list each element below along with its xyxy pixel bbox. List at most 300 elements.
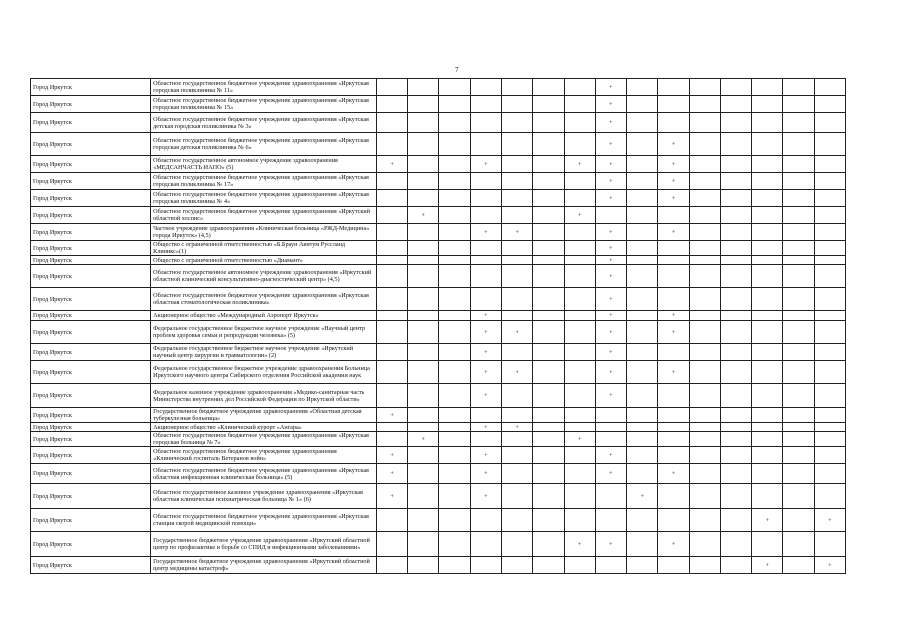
mark-cell (533, 256, 564, 265)
mark-cell (439, 173, 470, 190)
mark-cell: + (658, 532, 689, 557)
mark-cell (720, 256, 751, 265)
mark-cell (502, 133, 533, 156)
mark-cell (502, 464, 533, 484)
mark-cell (752, 156, 783, 173)
mark-cell: + (595, 384, 626, 408)
mark-cell: + (376, 447, 407, 464)
table-row (31, 224, 846, 241)
mark-cell (689, 532, 720, 557)
mark-cell (627, 190, 658, 207)
mark-cell (720, 265, 751, 288)
mark-cell (502, 344, 533, 361)
mark-cell (439, 133, 470, 156)
mark-cell (439, 96, 470, 113)
mark-cell (658, 79, 689, 96)
city-cell: Город Иркутск (31, 464, 151, 484)
mark-cell: + (502, 361, 533, 384)
mark-cell (408, 408, 439, 423)
mark-cell (408, 464, 439, 484)
mark-cell (627, 288, 658, 311)
mark-cell (533, 156, 564, 173)
mark-cell (658, 509, 689, 532)
mark-cell (814, 361, 845, 384)
mark-cell (627, 96, 658, 113)
mark-cell (689, 408, 720, 423)
mark-cell (783, 557, 814, 574)
organization-cell: Областное государственное бюджетное учреждение здравоохранения «Иркутский областной хоспис» (151, 207, 377, 224)
mark-cell (376, 207, 407, 224)
mark-cell (376, 384, 407, 408)
mark-cell (689, 447, 720, 464)
mark-cell (502, 173, 533, 190)
mark-cell (439, 557, 470, 574)
mark-cell: + (470, 156, 501, 173)
mark-cell (814, 384, 845, 408)
mark-cell (627, 173, 658, 190)
mark-cell (752, 344, 783, 361)
mark-cell: + (408, 432, 439, 447)
city-cell: Город Иркутск (31, 509, 151, 532)
mark-cell (533, 361, 564, 384)
table-row (31, 241, 846, 256)
city-cell: Город Иркутск (31, 207, 151, 224)
mark-cell (783, 423, 814, 432)
mark-cell (783, 207, 814, 224)
mark-cell (408, 79, 439, 96)
mark-cell: + (564, 532, 595, 557)
mark-cell (658, 384, 689, 408)
city-cell: Город Иркутск (31, 256, 151, 265)
mark-cell (439, 113, 470, 133)
table-row (31, 113, 846, 133)
mark-cell (533, 432, 564, 447)
mark-cell (502, 288, 533, 311)
mark-cell (502, 190, 533, 207)
mark-cell (752, 113, 783, 133)
organization-cell: Федеральное государственное бюджетное научное учреждение «Научный центр проблем здоровья семьи и репродукции человека» (5) (151, 321, 377, 344)
mark-cell: + (595, 288, 626, 311)
mark-cell (595, 432, 626, 447)
mark-cell (439, 311, 470, 321)
mark-cell (408, 321, 439, 344)
mark-cell (689, 361, 720, 384)
organization-cell: Областное государственное казенное учреждение здравоохранения «Иркутская областная клиническая психиатрическая больница № 1» (6) (151, 484, 377, 509)
mark-cell (752, 311, 783, 321)
mark-cell (783, 224, 814, 241)
table-row (31, 384, 846, 408)
mark-cell (564, 79, 595, 96)
city-cell: Город Иркутск (31, 96, 151, 113)
mark-cell (720, 311, 751, 321)
mark-cell: + (470, 224, 501, 241)
mark-cell: + (658, 133, 689, 156)
mark-cell (720, 557, 751, 574)
mark-cell (627, 361, 658, 384)
mark-cell (814, 133, 845, 156)
mark-cell (533, 344, 564, 361)
mark-cell (814, 423, 845, 432)
mark-cell (627, 344, 658, 361)
organization-cell: Областное государственное бюджетное учреждение здравоохранения «Иркутская станция скорой медицинской помощи» (151, 509, 377, 532)
mark-cell: + (752, 557, 783, 574)
mark-cell (720, 321, 751, 344)
mark-cell: + (470, 344, 501, 361)
mark-cell (595, 484, 626, 509)
mark-cell (720, 207, 751, 224)
mark-cell (502, 207, 533, 224)
table-row (31, 173, 846, 190)
table-row (31, 464, 846, 484)
mark-cell: + (595, 256, 626, 265)
organization-cell: Федеральное государственное бюджетное научное учреждение «Иркутский научный центр хирургии и травматологии» (2) (151, 344, 377, 361)
mark-cell (658, 207, 689, 224)
mark-cell: + (502, 321, 533, 344)
mark-cell (752, 96, 783, 113)
city-cell: Город Иркутск (31, 156, 151, 173)
mark-cell (564, 384, 595, 408)
mark-cell (564, 113, 595, 133)
mark-cell (689, 156, 720, 173)
mark-cell (439, 256, 470, 265)
mark-cell (783, 79, 814, 96)
mark-cell: + (658, 224, 689, 241)
mark-cell (720, 133, 751, 156)
mark-cell (533, 408, 564, 423)
mark-cell (376, 311, 407, 321)
mark-cell (502, 484, 533, 509)
mark-cell (376, 224, 407, 241)
city-cell: Город Иркутск (31, 344, 151, 361)
mark-cell (470, 256, 501, 265)
mark-cell (627, 256, 658, 265)
mark-cell (408, 509, 439, 532)
mark-cell: + (502, 423, 533, 432)
mark-cell: + (595, 321, 626, 344)
mark-cell (408, 113, 439, 133)
mark-cell (376, 432, 407, 447)
mark-cell (564, 464, 595, 484)
mark-cell (408, 361, 439, 384)
mark-cell (376, 321, 407, 344)
mark-cell (752, 190, 783, 207)
mark-cell (533, 96, 564, 113)
mark-cell (627, 207, 658, 224)
mark-cell (533, 265, 564, 288)
mark-cell (720, 532, 751, 557)
mark-cell (502, 509, 533, 532)
mark-cell (376, 361, 407, 384)
mark-cell (658, 241, 689, 256)
table-row (31, 288, 846, 311)
mark-cell (627, 464, 658, 484)
table-body (31, 79, 846, 574)
mark-cell (720, 96, 751, 113)
mark-cell (439, 207, 470, 224)
table-row (31, 256, 846, 265)
mark-cell (376, 288, 407, 311)
organization-cell: Федеральное государственное бюджетное учреждение здравоохранения Больница Иркутского научного центра Сибирского отделения Российской академии наук (151, 361, 377, 384)
city-cell: Город Иркутск (31, 484, 151, 509)
mark-cell (502, 156, 533, 173)
mark-cell (439, 265, 470, 288)
mark-cell (533, 509, 564, 532)
mark-cell (689, 321, 720, 344)
mark-cell (564, 509, 595, 532)
mark-cell (720, 190, 751, 207)
mark-cell (533, 384, 564, 408)
city-cell: Город Иркутск (31, 423, 151, 432)
organization-cell: Областное государственное бюджетное учреждение здравоохранения «Иркутская областная стоматологическая поликлиника» (151, 288, 377, 311)
mark-cell (502, 557, 533, 574)
mark-cell (814, 447, 845, 464)
mark-cell (658, 96, 689, 113)
mark-cell (376, 265, 407, 288)
mark-cell: + (595, 532, 626, 557)
mark-cell (439, 361, 470, 384)
mark-cell (408, 224, 439, 241)
city-cell: Город Иркутск (31, 224, 151, 241)
mark-cell (720, 113, 751, 133)
table-row (31, 408, 846, 423)
organization-cell: Акционерное общество «Международный Аэропорт Иркутск» (151, 311, 377, 321)
mark-cell (408, 96, 439, 113)
organization-cell: Областное государственное автономное учреждение здравоохранения «Иркутский областной клинический консультативно-диагностический центр» (4,5) (151, 265, 377, 288)
organization-cell: Федеральное казенное учреждение здравоохранения «Медико-санитарная часть Министерства внутренних дел Российской Федерации по Иркутской области» (151, 384, 377, 408)
mark-cell (470, 173, 501, 190)
mark-cell (376, 173, 407, 190)
table-row (31, 311, 846, 321)
mark-cell (470, 133, 501, 156)
mark-cell (689, 288, 720, 311)
mark-cell (564, 190, 595, 207)
mark-cell: + (470, 484, 501, 509)
table-row (31, 557, 846, 574)
mark-cell (533, 532, 564, 557)
mark-cell (783, 408, 814, 423)
mark-cell (564, 173, 595, 190)
mark-cell (408, 241, 439, 256)
mark-cell (814, 288, 845, 311)
mark-cell (502, 256, 533, 265)
mark-cell (783, 190, 814, 207)
mark-cell: + (658, 464, 689, 484)
mark-cell (783, 509, 814, 532)
mark-cell (533, 173, 564, 190)
mark-cell: + (595, 96, 626, 113)
mark-cell (470, 432, 501, 447)
mark-cell (814, 190, 845, 207)
mark-cell: + (595, 311, 626, 321)
mark-cell (627, 224, 658, 241)
mark-cell: + (564, 432, 595, 447)
organization-cell: Частное учреждение здравоохранения «Клиническая больница «РЖД-Медицина» города Иркутск» (4,5) (151, 224, 377, 241)
mark-cell (470, 509, 501, 532)
organization-cell: Общество с ограниченной ответственностью «Б.Браун Авитум Руссланд Клиникс»(1) (151, 241, 377, 256)
mark-cell (408, 133, 439, 156)
mark-cell (408, 447, 439, 464)
mark-cell (720, 509, 751, 532)
mark-cell (658, 256, 689, 265)
mark-cell (752, 361, 783, 384)
mark-cell: + (376, 464, 407, 484)
mark-cell (752, 207, 783, 224)
table-row (31, 96, 846, 113)
mark-cell (752, 384, 783, 408)
mark-cell (470, 207, 501, 224)
mark-cell (564, 408, 595, 423)
mark-cell (502, 113, 533, 133)
mark-cell: + (595, 173, 626, 190)
city-cell: Город Иркутск (31, 265, 151, 288)
organization-cell: Государственное бюджетное учреждение здравоохранения «Иркутский областной центр по профилактике и борьбе со СПИД и инфекционными заболеваниями» (151, 532, 377, 557)
mark-cell (595, 408, 626, 423)
mark-cell (533, 321, 564, 344)
mark-cell (814, 484, 845, 509)
mark-cell (689, 207, 720, 224)
table-row (31, 207, 846, 224)
mark-cell (564, 288, 595, 311)
mark-cell (752, 532, 783, 557)
mark-cell (376, 133, 407, 156)
mark-cell (376, 557, 407, 574)
table-row (31, 321, 846, 344)
mark-cell (752, 256, 783, 265)
mark-cell (408, 288, 439, 311)
mark-cell (814, 224, 845, 241)
mark-cell (408, 484, 439, 509)
mark-cell: + (595, 133, 626, 156)
mark-cell (408, 256, 439, 265)
mark-cell (814, 96, 845, 113)
mark-cell (627, 557, 658, 574)
mark-cell: + (814, 557, 845, 574)
mark-cell (502, 432, 533, 447)
mark-cell (564, 344, 595, 361)
mark-cell: + (470, 423, 501, 432)
mark-cell (752, 288, 783, 311)
mark-cell (564, 256, 595, 265)
mark-cell: + (658, 321, 689, 344)
mark-cell (689, 509, 720, 532)
mark-cell (533, 79, 564, 96)
mark-cell (439, 79, 470, 96)
mark-cell (627, 509, 658, 532)
organization-cell: Областное государственное бюджетное учреждение здравоохранения «Клинический госпиталь Ветеранов войн» (151, 447, 377, 464)
mark-cell (814, 79, 845, 96)
mark-cell (439, 432, 470, 447)
mark-cell (752, 224, 783, 241)
city-cell: Город Иркутск (31, 133, 151, 156)
mark-cell (752, 79, 783, 96)
mark-cell (689, 311, 720, 321)
mark-cell (533, 133, 564, 156)
mark-cell (720, 384, 751, 408)
mark-cell (564, 133, 595, 156)
mark-cell (564, 361, 595, 384)
mark-cell (533, 311, 564, 321)
mark-cell (814, 265, 845, 288)
mark-cell: + (595, 344, 626, 361)
organization-cell: Областное государственное автономное учреждение здравоохранения «МЕДСАНЧАСТЬ ИАПО» (5) (151, 156, 377, 173)
mark-cell (783, 464, 814, 484)
mark-cell (439, 484, 470, 509)
mark-cell (502, 447, 533, 464)
mark-cell: + (595, 224, 626, 241)
mark-cell: + (658, 361, 689, 384)
mark-cell (689, 384, 720, 408)
mark-cell (564, 241, 595, 256)
mark-cell (564, 265, 595, 288)
mark-cell (533, 447, 564, 464)
mark-cell: + (470, 464, 501, 484)
mark-cell (783, 321, 814, 344)
mark-cell (439, 384, 470, 408)
mark-cell (533, 288, 564, 311)
mark-cell: + (595, 464, 626, 484)
organization-cell: Областное государственное бюджетное учреждение здравоохранения «Иркутская областная инфекционная клиническая больница» (5) (151, 464, 377, 484)
mark-cell (439, 509, 470, 532)
mark-cell: + (470, 321, 501, 344)
mark-cell (439, 532, 470, 557)
mark-cell (502, 408, 533, 423)
mark-cell (627, 133, 658, 156)
mark-cell (408, 384, 439, 408)
mark-cell (564, 321, 595, 344)
table-row (31, 532, 846, 557)
mark-cell (376, 190, 407, 207)
mark-cell (627, 241, 658, 256)
mark-cell (408, 423, 439, 432)
mark-cell (408, 557, 439, 574)
mark-cell (720, 408, 751, 423)
mark-cell (814, 432, 845, 447)
mark-cell (814, 207, 845, 224)
mark-cell (376, 344, 407, 361)
mark-cell: + (752, 509, 783, 532)
mark-cell (470, 79, 501, 96)
mark-cell (783, 532, 814, 557)
mark-cell (689, 133, 720, 156)
table-row (31, 156, 846, 173)
mark-cell (408, 532, 439, 557)
page-number: 7 (455, 66, 459, 74)
mark-cell (783, 311, 814, 321)
mark-cell (376, 256, 407, 265)
mark-cell (627, 432, 658, 447)
mark-cell: + (595, 361, 626, 384)
mark-cell (470, 265, 501, 288)
mark-cell (408, 344, 439, 361)
mark-cell (627, 532, 658, 557)
mark-cell (720, 156, 751, 173)
mark-cell (502, 384, 533, 408)
mark-cell (658, 447, 689, 464)
mark-cell (689, 344, 720, 361)
mark-cell (439, 464, 470, 484)
mark-cell (783, 484, 814, 509)
mark-cell (814, 311, 845, 321)
mark-cell (658, 423, 689, 432)
mark-cell (376, 96, 407, 113)
mark-cell (783, 344, 814, 361)
mark-cell (783, 361, 814, 384)
mark-cell (439, 224, 470, 241)
organization-cell: Государственное бюджетное учреждение здравоохранения «Иркутский областной центр медицины катастроф» (151, 557, 377, 574)
mark-cell (752, 464, 783, 484)
mark-cell (408, 311, 439, 321)
table-row (31, 423, 846, 432)
